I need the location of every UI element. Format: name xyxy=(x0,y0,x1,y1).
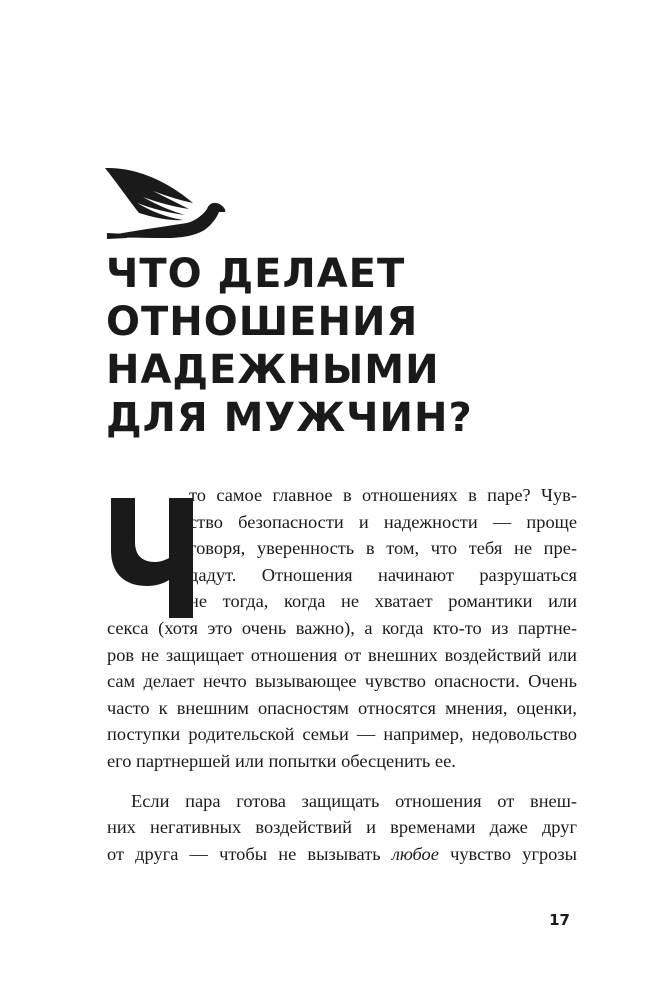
text-fragment: чувство угрозы xyxy=(438,843,577,864)
text-fragment: от друга — чтобы не вызывать xyxy=(107,843,392,864)
text-line: дадут. Отношения начинают разрушаться xyxy=(189,564,577,585)
text-line: не тогда, когда не хватает романтики или xyxy=(189,591,577,612)
text-line: ров не защищает отношения от внешних воздействий или xyxy=(107,644,577,665)
chapter-title-line: НАДЕЖНЫМИ xyxy=(106,347,440,393)
paragraph xyxy=(107,788,577,868)
emphasis-text: любое xyxy=(391,843,439,864)
text-line: поступки родительской семьи — например, недовольство xyxy=(107,724,577,745)
flying-bird-icon xyxy=(103,163,227,243)
text-line: ство безопасности и надежности — проще xyxy=(189,511,577,532)
text-line: то самое главное в отношениях в паре? Чув- xyxy=(189,485,577,505)
paragraph xyxy=(107,482,577,775)
text-line: них негативных воздействий и временами даже друг xyxy=(107,817,577,838)
text-line: секса (хотя это очень важно), а когда кто-то из партне- xyxy=(107,617,577,638)
chapter-title xyxy=(106,250,473,442)
page-number: 17 xyxy=(549,911,570,929)
text-line: часто к внешним опасностям относятся мнения, оценки, xyxy=(107,697,577,718)
text-line xyxy=(107,841,577,868)
text-line: сам делает нечто вызывающее чувство опасности. Очень xyxy=(107,671,577,692)
chapter-title-line: ДЛЯ МУЖЧИН? xyxy=(106,395,473,441)
chapter-title-line: ОТНОШЕНИЯ xyxy=(106,299,419,345)
text-line: его партнершей или попытки обесценить ее. xyxy=(107,750,456,771)
text-line: говоря, уверенность в том, что тебя не пре- xyxy=(189,538,577,559)
body-text xyxy=(107,482,577,867)
text-line: Если пара готова защищать отношения от внеш- xyxy=(131,790,577,811)
chapter-title-line: ЧТО ДЕЛАЕТ xyxy=(106,251,406,297)
